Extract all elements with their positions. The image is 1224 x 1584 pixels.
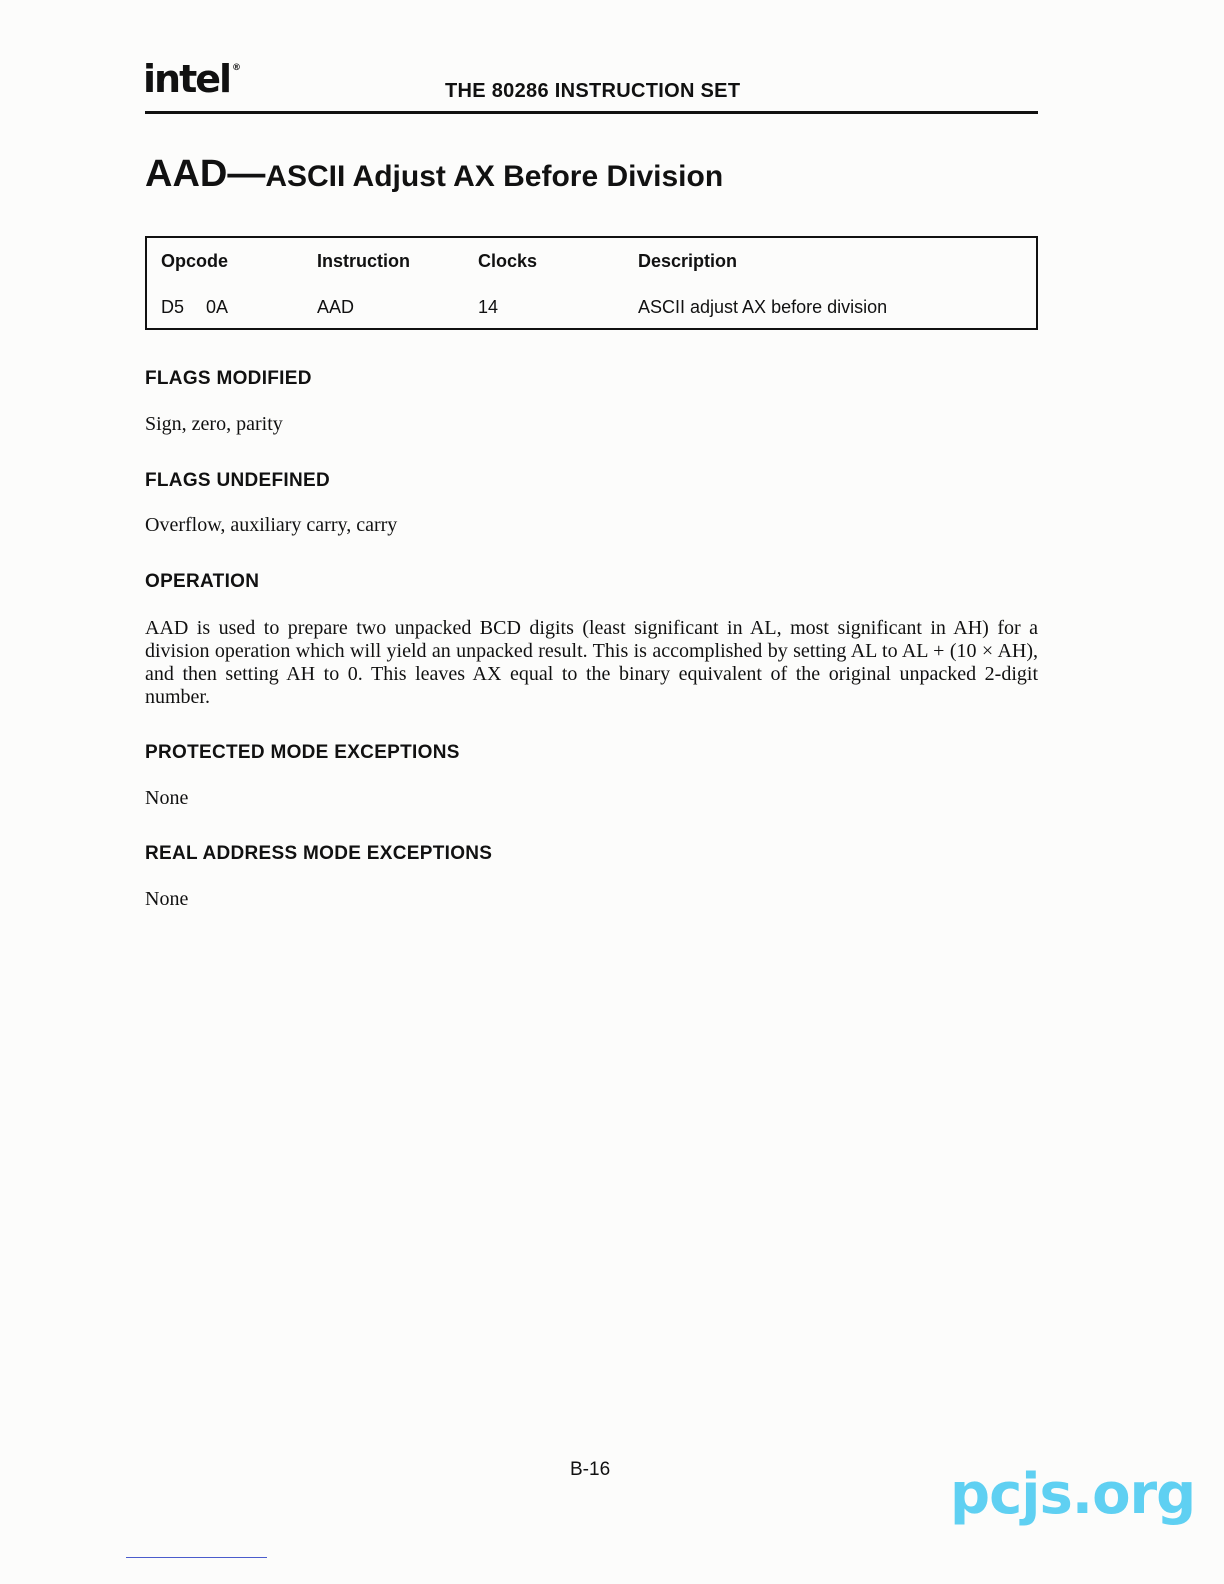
bottom-link-underline xyxy=(126,1557,267,1558)
page-number: B-16 xyxy=(570,1459,611,1480)
opcode-table xyxy=(145,236,1038,330)
flags-modified-text: Sign, zero, parity xyxy=(145,413,283,435)
cell-description: ASCII adjust AX before division xyxy=(638,297,888,317)
pcjs-watermark: pcjs.org xyxy=(950,1462,1196,1527)
real-address-mode-heading: REAL ADDRESS MODE EXCEPTIONS xyxy=(145,843,493,864)
flags-undefined-heading: FLAGS UNDEFINED xyxy=(145,470,330,491)
cell-clocks: 14 xyxy=(478,297,499,317)
col-header-clocks: Clocks xyxy=(478,251,538,271)
header-rule xyxy=(145,111,1038,114)
real-address-mode-text: None xyxy=(145,888,189,910)
operation-text: AAD is used to prepare two unpacked BCD digits (least significant in AL, most significant in AH) for a division operation which will yield an unpacked result. This is accomplished by setting AL to AL + (10 × AH), and then setting AH to 0. This leaves AX equal to the binary equivalent of the original unpacked 2-digit number. xyxy=(145,617,1038,708)
instruction-mnemonic: AAD xyxy=(145,153,228,195)
col-header-description: Description xyxy=(638,251,738,271)
operation-heading: OPERATION xyxy=(145,571,260,592)
flags-undefined-text: Overflow, auxiliary carry, carry xyxy=(145,514,398,536)
instruction-title: ASCII Adjust AX Before Division xyxy=(265,160,724,193)
cell-instruction: AAD xyxy=(317,297,355,317)
col-header-opcode: Opcode xyxy=(161,251,229,271)
running-header: THE 80286 INSTRUCTION SET xyxy=(445,80,741,102)
flags-modified-heading: FLAGS MODIFIED xyxy=(145,368,312,389)
page-title: AAD—ASCII Adjust AX Before Division xyxy=(145,153,724,195)
col-header-instruction: Instruction xyxy=(317,251,410,271)
protected-mode-text: None xyxy=(145,787,189,809)
intel-logo: intel ® xyxy=(143,57,240,101)
cell-opcode: D5 0A xyxy=(161,297,229,317)
protected-mode-heading: PROTECTED MODE EXCEPTIONS xyxy=(145,742,460,763)
